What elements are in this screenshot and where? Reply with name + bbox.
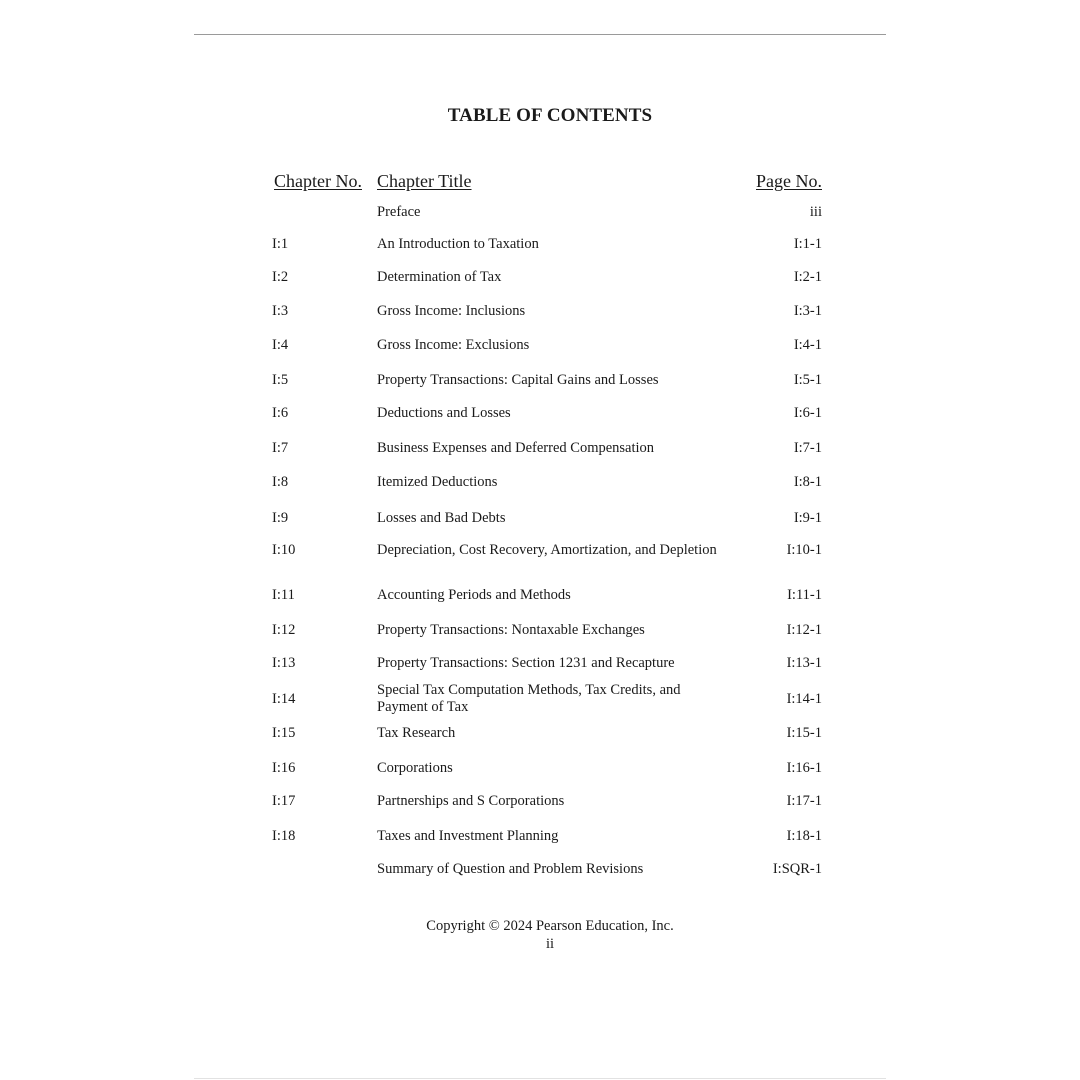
toc-chapter-no: I:11 xyxy=(272,587,295,603)
toc-chapter-title: Taxes and Investment Planning xyxy=(377,828,559,844)
toc-chapter-no: I:17 xyxy=(272,793,296,809)
toc-page-no: I:9-1 xyxy=(793,510,822,526)
toc-chapter-no: I:8 xyxy=(272,474,289,490)
toc-chapter-no: I:7 xyxy=(272,440,289,456)
toc-chapter-title: Deductions and Losses xyxy=(377,405,511,421)
footer-page-number: ii xyxy=(545,936,555,952)
toc-page-no: I:7-1 xyxy=(793,440,822,456)
toc-page-no: I:13-1 xyxy=(786,655,822,671)
toc-page-no: I:10-1 xyxy=(786,542,822,558)
toc-chapter-title: Corporations xyxy=(377,760,453,776)
header-page-no: Page No. xyxy=(756,171,822,191)
toc-chapter-title: Tax Research xyxy=(377,725,456,741)
page-top-rule xyxy=(194,34,886,35)
toc-chapter-no: I:13 xyxy=(272,655,296,671)
toc-page-no: I:8-1 xyxy=(793,474,822,490)
toc-chapter-no: I:4 xyxy=(272,337,289,353)
toc-page-no: I:14-1 xyxy=(786,690,822,707)
toc-chapter-title: Property Transactions: Section 1231 and Recapture xyxy=(377,655,675,671)
toc-chapter-title: Gross Income: Inclusions xyxy=(377,303,526,319)
toc-chapter-title: Business Expenses and Deferred Compensation xyxy=(377,440,655,456)
toc-chapter-title: Accounting Periods and Methods xyxy=(377,587,571,603)
toc-page-no: I:2-1 xyxy=(793,269,822,285)
toc-chapter-no: I:2 xyxy=(272,269,289,285)
toc-page-no: I:16-1 xyxy=(786,760,822,776)
toc-page-no: I:3-1 xyxy=(793,303,822,319)
toc-chapter-no: I:15 xyxy=(272,725,296,741)
toc-page-no: I:6-1 xyxy=(793,405,822,421)
toc-chapter-no: I:3 xyxy=(272,303,289,319)
footer-copyright: Copyright © 2024 Pearson Education, Inc. xyxy=(426,918,674,934)
toc-page-no: I:1-1 xyxy=(793,236,822,252)
toc-chapter-no: I:6 xyxy=(272,405,289,421)
toc-chapter-title: Preface xyxy=(377,204,421,220)
toc-page-no: I:5-1 xyxy=(793,372,822,388)
toc-chapter-no: I:1 xyxy=(272,236,289,252)
header-chapter-title: Chapter Title xyxy=(377,171,472,191)
toc-chapter-no: I:16 xyxy=(272,760,296,776)
toc-chapter-no: I:12 xyxy=(272,622,296,638)
toc-chapter-title: Gross Income: Exclusions xyxy=(377,337,530,353)
toc-page-no: I:11-1 xyxy=(787,587,822,603)
toc-chapter-no: I:10 xyxy=(272,542,296,558)
toc-page-no: I:15-1 xyxy=(786,725,822,741)
toc-page-no: I:17-1 xyxy=(786,793,822,809)
toc-page-no: I:4-1 xyxy=(793,337,822,353)
toc-chapter-no: I:9 xyxy=(272,510,289,526)
toc-chapter-title: Losses and Bad Debts xyxy=(377,510,506,526)
toc-chapter-title: Partnerships and S Corporations xyxy=(377,793,565,809)
toc-chapter-title: Determination of Tax xyxy=(377,269,502,285)
toc-chapter-no: I:14 xyxy=(272,690,296,707)
header-chapter-no: Chapter No. xyxy=(274,171,362,191)
toc-chapter-title: Summary of Question and Problem Revisions xyxy=(377,861,644,877)
toc-page-no: iii xyxy=(809,204,822,220)
toc-chapter-title: Property Transactions: Nontaxable Exchanges xyxy=(377,622,645,638)
toc-chapter-title: Special Tax Computation Methods, Tax Credits, and Payment of Tax xyxy=(377,682,681,715)
page-title: TABLE OF CONTENTS xyxy=(447,105,653,126)
page-bottom-rule xyxy=(194,1078,886,1079)
toc-chapter-no: I:18 xyxy=(272,828,296,844)
toc-chapter-title: Property Transactions: Capital Gains and Losses xyxy=(377,372,659,388)
toc-chapter-title: Itemized Deductions xyxy=(377,474,498,490)
toc-chapter-title: An Introduction to Taxation xyxy=(377,236,539,252)
toc-chapter-title: Depreciation, Cost Recovery, Amortization, and Depletion xyxy=(377,542,717,558)
toc-chapter-no: I:5 xyxy=(272,372,289,388)
toc-page-no: I:SQR-1 xyxy=(772,861,822,877)
toc-page-no: I:18-1 xyxy=(786,828,822,844)
toc-page-no: I:12-1 xyxy=(786,622,822,638)
